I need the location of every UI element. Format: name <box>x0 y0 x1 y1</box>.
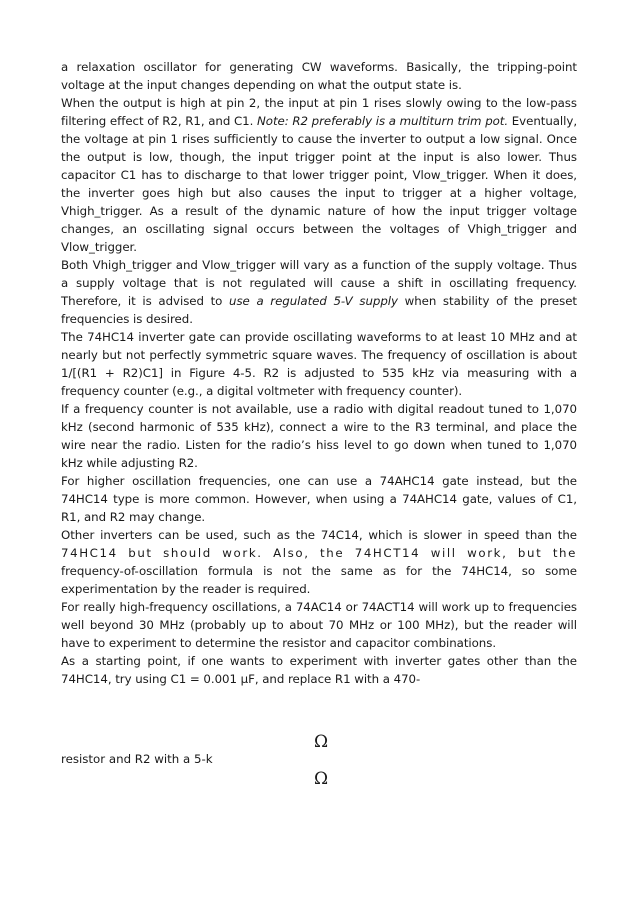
paragraph <box>61 526 577 598</box>
paragraph <box>61 652 577 688</box>
advice-emphasis: use a regulated 5-V supply <box>229 294 398 308</box>
text-run: If a frequency counter is not available, use a radio with digital readout tuned to 1,070 kHz (second harmonic of 535 kHz), connect a wire to the R3 terminal, and place the wire near the radio. Listen for the radio’s hiss level to go down when tuned to 1,070 kHz while adjusting R2. <box>61 402 577 470</box>
text-run: When the output is high at pin 2, the input at pin 1 rises slowly owing to the low-pass filtering effect of R2, R1, and C1. <box>61 96 577 128</box>
text-run: Eventually, the voltage at pin 1 rises sufficiently to cause the inverter to output a low signal. Once the output is low, though, the input trigger point at the input is also lower. Thus capacitor C1 has to discharge to that lower trigger point, Vlow_trigger. When it does, the inverter goes high but also causes the input to trigger at a higher voltage, Vhigh_trigger. As a result of the dynamic nature of how the input trigger voltage changes, an oscillating signal occurs between the voltages of Vhigh_trigger and Vlow_trigger. <box>61 114 578 254</box>
ohm-symbol: Ω <box>314 769 329 789</box>
text-run: For really high-frequency oscillations, a 74AC14 or 74ACT14 will work up to frequencies well beyond 30 MHz (probably up to about 70 MHz or 100 MHz), but the reader will have to experiment to determine the resistor and capacitor combinations. <box>61 600 577 650</box>
text-run: frequency-of-oscillation formula is not the same as for the 74HC14, so some experimentation by the reader is required. <box>61 564 577 596</box>
text-run: The 74HC14 inverter gate can provide oscillating waveforms to at least 10 MHz and at nearly but not perfectly symmetric square waves. The frequency of oscillation is about 1/[(R1 + R2)C1] in Figure 4-5. R2 is adjusted to 535 kHz via measuring with a frequency counter (e.g., a digital voltmeter with frequency counter). <box>61 330 577 398</box>
text-run: a relaxation oscillator for generating CW waveforms. Basically, the tripping-point voltage at the input changes depending on what the output state is. <box>61 60 577 92</box>
paragraph <box>61 328 577 400</box>
ohm-symbol: Ω <box>314 732 329 752</box>
text-fragment: resistor and R2 with a 5-k <box>61 752 213 766</box>
paragraph <box>61 58 577 94</box>
paragraph <box>61 256 577 328</box>
text-run: As a starting point, if one wants to experiment with inverter gates other than the 74HC14, try using C1 = 0.001 µF, and replace R1 with a 470- <box>61 654 577 686</box>
text-run: Other inverters can be used, such as the 74C14, which is slower in speed than the <box>61 528 577 542</box>
text-run: when stability of the preset frequencies is desired. <box>61 294 577 326</box>
paragraph <box>61 94 577 256</box>
paragraph <box>61 400 577 472</box>
text-run: For higher oscillation frequencies, one can use a 74AHC14 gate instead, but the 74HC14 type is more common. However, when using a 74AHC14 gate, values of C1, R1, and R2 may change. <box>61 474 577 524</box>
document-body <box>61 58 577 688</box>
text-run-spaced: 74HC14 but should work. Also, the 74HCT14 will work, but the <box>61 546 577 560</box>
paragraph <box>61 472 577 526</box>
note-emphasis: Note: R2 preferably is a multiturn trim pot. <box>257 114 509 128</box>
text-run: Both Vhigh_trigger and Vlow_trigger will vary as a function of the supply voltage. Thus a supply voltage that is not regulated will cause a shift in oscillating frequency. Therefore, it is advised to <box>61 258 577 308</box>
paragraph <box>61 598 577 652</box>
